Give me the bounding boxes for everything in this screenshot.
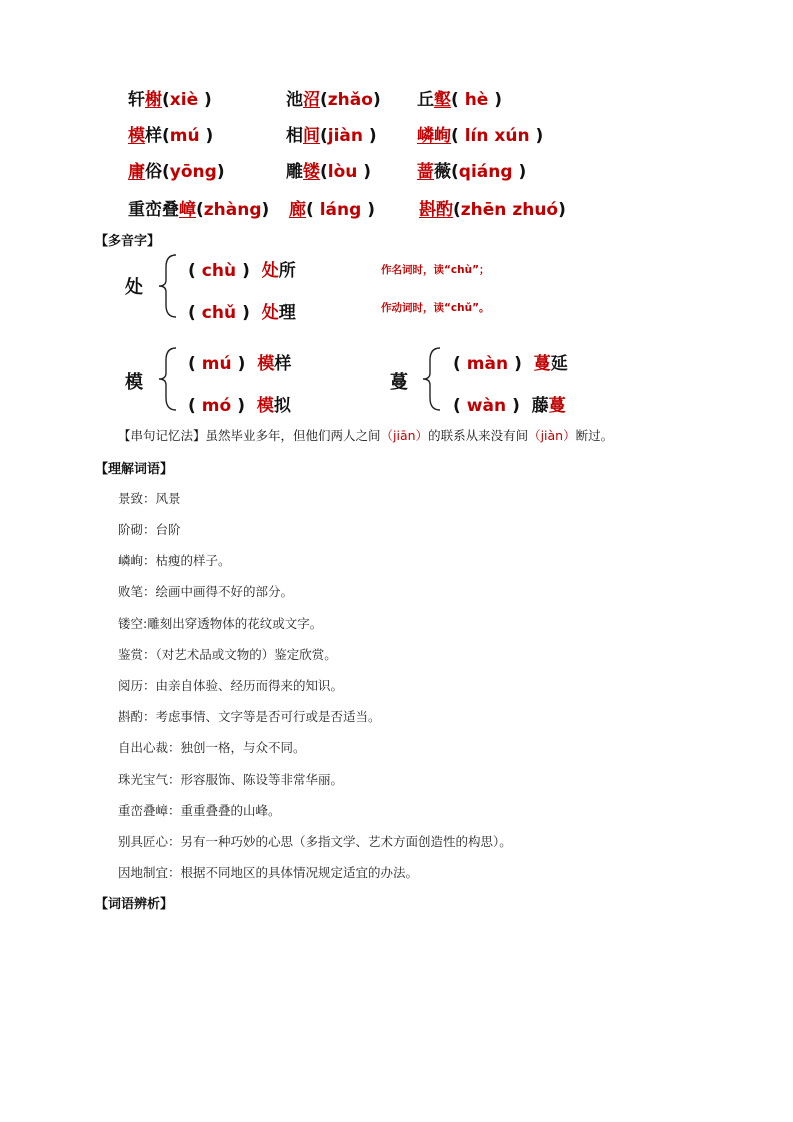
polyphonic-char: 模 [125,372,143,393]
reading-word-rest: 延 [550,354,568,374]
reading-word-prefix: 藤 [531,396,549,416]
polyphonic-reading: ( mú ) 模样 [188,354,292,374]
word-target: 榭 [145,90,162,110]
vocab-heading: 【理解词语】 [95,462,174,477]
word-suffix: 俗 [145,162,162,182]
pinyin-row-1-col2: 池沼(zhǎo) [286,90,381,110]
word-pinyin: hè [464,90,489,110]
vocab-item: 败笔：绘画中画得不好的部分。 [118,584,294,599]
pinyin-row-4-col3: 斟酌(zhēn zhuó) [419,200,566,220]
word-pinyin: xiè [169,90,199,110]
memory-text: 的联系从来没有间 [428,428,529,443]
word-pinyin: jiàn [327,126,364,146]
pinyin-row-3-col3: 蔷薇(qiáng ) [417,162,527,182]
reading-target: 模 [257,354,275,374]
polyphonic-reading: ( mó ) 模拟 [188,396,291,416]
reading-target: 模 [256,396,274,416]
reading-word-rest: 所 [278,261,296,281]
word-target: 沼 [303,90,320,110]
pinyin-row-3-col2: 雕镂(lòu ) [286,162,372,182]
reading-target: 处 [261,303,279,323]
vocab-item: 嶙峋：枯瘦的样子。 [118,553,231,568]
polyphonic-char: 蔓 [390,372,408,393]
word-target: 壑 [434,90,451,110]
polyphonic-char: 处 [125,277,143,298]
pinyin-row-3: 庸俗(yōng) [128,162,225,182]
polyphonic-reading: ( wàn ) 藤蔓 [453,396,566,416]
polyphonic-reading: ( chǔ ) 处理 [188,303,296,323]
word-target: 模 [128,126,145,146]
polyphonic-note: 作名词时，读“chù”； [381,264,490,276]
word-pinyin: lín xún [464,126,530,146]
word-suffix: 薇 [434,162,451,182]
word-pinyin: lòu [327,162,358,182]
reading-word-rest: 样 [274,354,292,374]
analysis-heading: 【词语辨析】 [95,897,174,912]
vocab-item: 景致：风景 [118,491,181,506]
memory-sentence [118,426,613,444]
vocab-item: 重峦叠嶂：重重叠叠的山峰。 [118,803,281,818]
word-pinyin: qiáng [458,162,513,182]
word-prefix: 轩 [128,90,145,110]
word-target: 庸 [128,162,145,182]
brace-icon [156,346,180,412]
word-pinyin: zhēn zhuó [460,200,559,220]
word-pinyin: zhǎo [327,90,373,110]
word-target: 镂 [303,162,320,182]
pinyin-row-1: 轩榭(xiè ) [128,90,212,110]
reading-target: 处 [261,261,279,281]
pinyin-row-2-col2: 相间(jiàn ) [286,126,377,146]
vocab-item: 镂空:雕刻出穿透物体的花纹或文字。 [118,616,323,631]
vocab-item: 鉴赏：（对艺术品或文物的）鉴定欣赏。 [118,647,337,662]
word-prefix: 雕 [286,162,303,182]
word-prefix: 相 [286,126,303,146]
reading-target: 蔓 [533,354,551,374]
word-target: 斟酌 [419,200,453,220]
word-pinyin: yōng [169,162,217,182]
memory-text: 断过。 [575,428,614,443]
word-target: 嶙峋 [417,126,451,146]
reading-pinyin: mó [201,396,232,416]
reading-pinyin: mú [201,354,232,374]
memory-text: 虽然毕业多年，但他们两人之间 [205,428,381,443]
word-pinyin: mú [169,126,200,146]
pinyin-row-2: 模样(mú ) [128,126,214,146]
polyphonic-reading: ( màn ) 蔓延 [453,354,568,374]
memory-pinyin: （jiàn） [528,428,576,443]
vocab-item: 别具匠心：另有一种巧妙的心思（多指文学、艺术方面创造性的构思）。 [118,834,512,849]
pinyin-row-2-col3: 嶙峋( lín xún ) [417,126,544,146]
word-pinyin: zhàng [203,200,262,220]
reading-target: 蔓 [548,396,566,416]
polyphonic-reading: ( chù ) 处所 [188,261,296,281]
vocab-item: 因地制宜：根据不同地区的具体情况规定适宜的办法。 [118,865,419,880]
word-prefix: 重峦叠 [128,200,179,220]
memory-label: 【串句记忆法】 [118,428,206,443]
word-target: 嶂 [179,200,196,220]
reading-pinyin: màn [466,354,509,374]
word-target: 廊 [289,200,306,220]
polyphonic-heading: 【多音字】 [95,234,161,249]
vocab-item: 斟酌：考虑事情、文字等是否可行或是否适当。 [118,709,381,724]
word-prefix: 池 [286,90,303,110]
memory-pinyin: （jiān） [380,428,429,443]
word-suffix: 样 [145,126,162,146]
vocab-item: 珠光宝气：形容服饰、陈设等非常华丽。 [118,772,344,787]
vocab-item: 阶砌：台阶 [118,522,181,537]
pinyin-row-4: 重峦叠嶂(zhàng) [128,200,270,220]
reading-word-rest: 理 [278,303,296,323]
word-target: 蔷 [417,162,434,182]
reading-pinyin: chǔ [201,303,237,323]
vocab-item: 阅历：由亲自体验、经历而得来的知识。 [118,678,344,693]
reading-word-rest: 拟 [273,396,291,416]
reading-pinyin: wàn [466,396,507,416]
brace-icon [156,253,180,319]
vocab-item: 自出心裁：独创一格，与众不同。 [118,740,306,755]
brace-icon [420,346,444,412]
pinyin-row-1-col3: 丘壑( hè ) [417,90,503,110]
word-target: 间 [303,126,320,146]
word-pinyin: láng [319,200,362,220]
reading-pinyin: chù [201,261,237,281]
pinyin-row-4-col2: 廊( láng ) [289,200,375,220]
polyphonic-note: 作动词时，读“chǔ”。 [381,302,490,314]
word-prefix: 丘 [417,90,434,110]
